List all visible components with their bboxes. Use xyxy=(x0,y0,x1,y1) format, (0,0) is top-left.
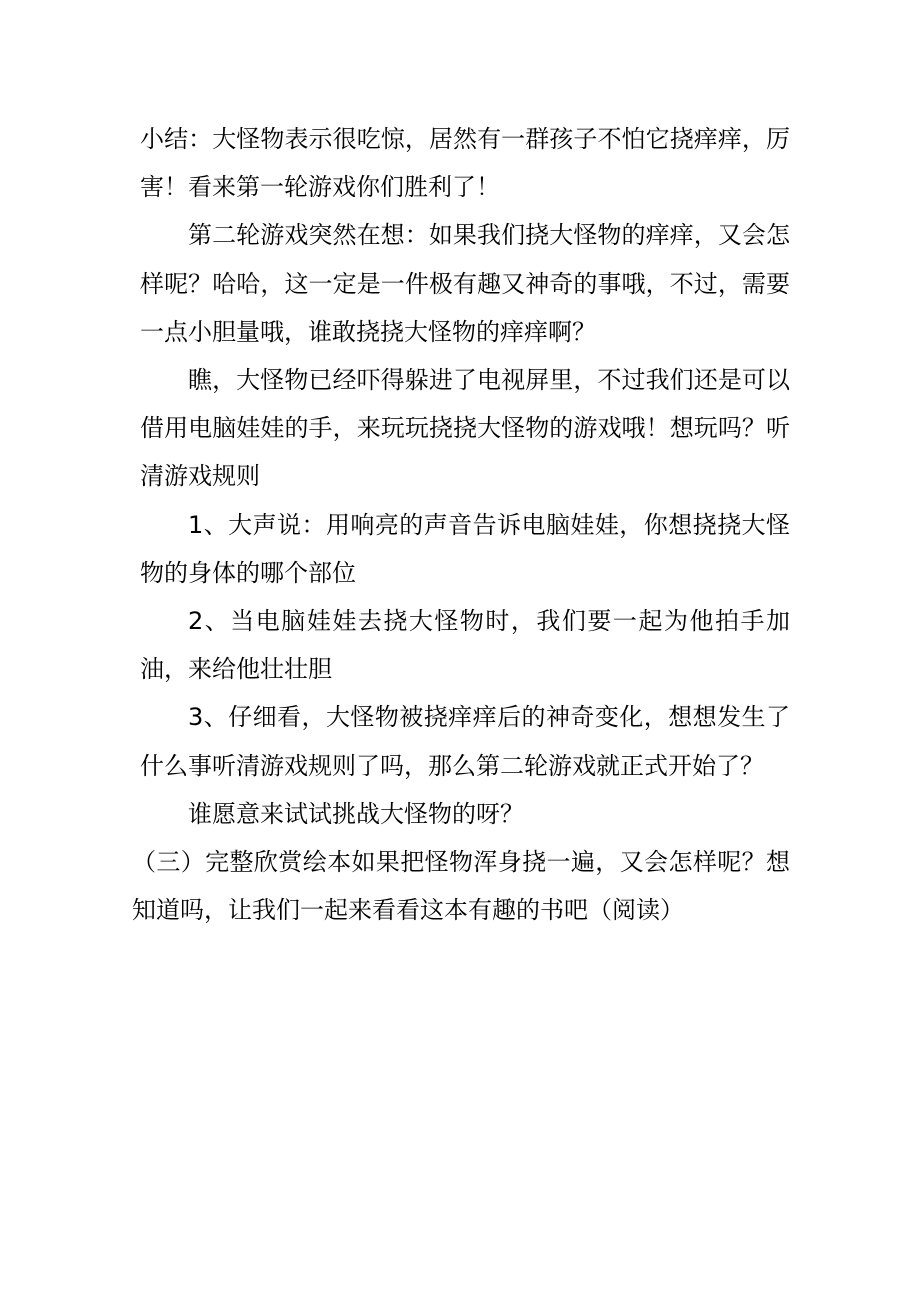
paragraph-rule-3: 3、仔细看，大怪物被挠痒痒后的神奇变化，想想发生了什么事听清游戏规则了吗，那么第二轮游戏就正式开始了？ xyxy=(140,703,790,780)
paragraph-rule-2: 2、当电脑娃娃去挠大怪物时，我们要一起为他拍手加油，来给他壮壮胆 xyxy=(140,607,790,684)
paragraph-challenge: 谁愿意来试试挑战大怪物的呀？ xyxy=(188,799,524,828)
paragraph-summary: 小结：大怪物表示很吃惊，居然有一群孩子不怕它挠痒痒，厉害！看来第一轮游戏你们胜利了！ xyxy=(140,125,790,202)
paragraph-section-three: （三）完整欣赏绘本如果把怪物浑身挠一遍，又会怎样呢？想知道吗，让我们一起来看看这本有趣的书吧（阅读） xyxy=(132,848,790,925)
document-body xyxy=(132,115,790,934)
paragraph-game-rules-intro: 瞧，大怪物已经吓得躲进了电视屏里，不过我们还是可以借用电脑娃娃的手，来玩玩挠挠大怪物的游戏哦！想玩吗？听清游戏规则 xyxy=(140,366,790,491)
paragraph-rule-1: 1、大声说：用响亮的声音告诉电脑娃娃，你想挠挠大怪物的身体的哪个部位 xyxy=(140,510,790,587)
paragraph-round-two: 第二轮游戏突然在想：如果我们挠大怪物的痒痒，又会怎样呢？哈哈，这一定是一件极有趣又神奇的事哦，不过，需要一点小胆量哦，谁敢挠挠大怪物的痒痒啊？ xyxy=(140,221,790,346)
